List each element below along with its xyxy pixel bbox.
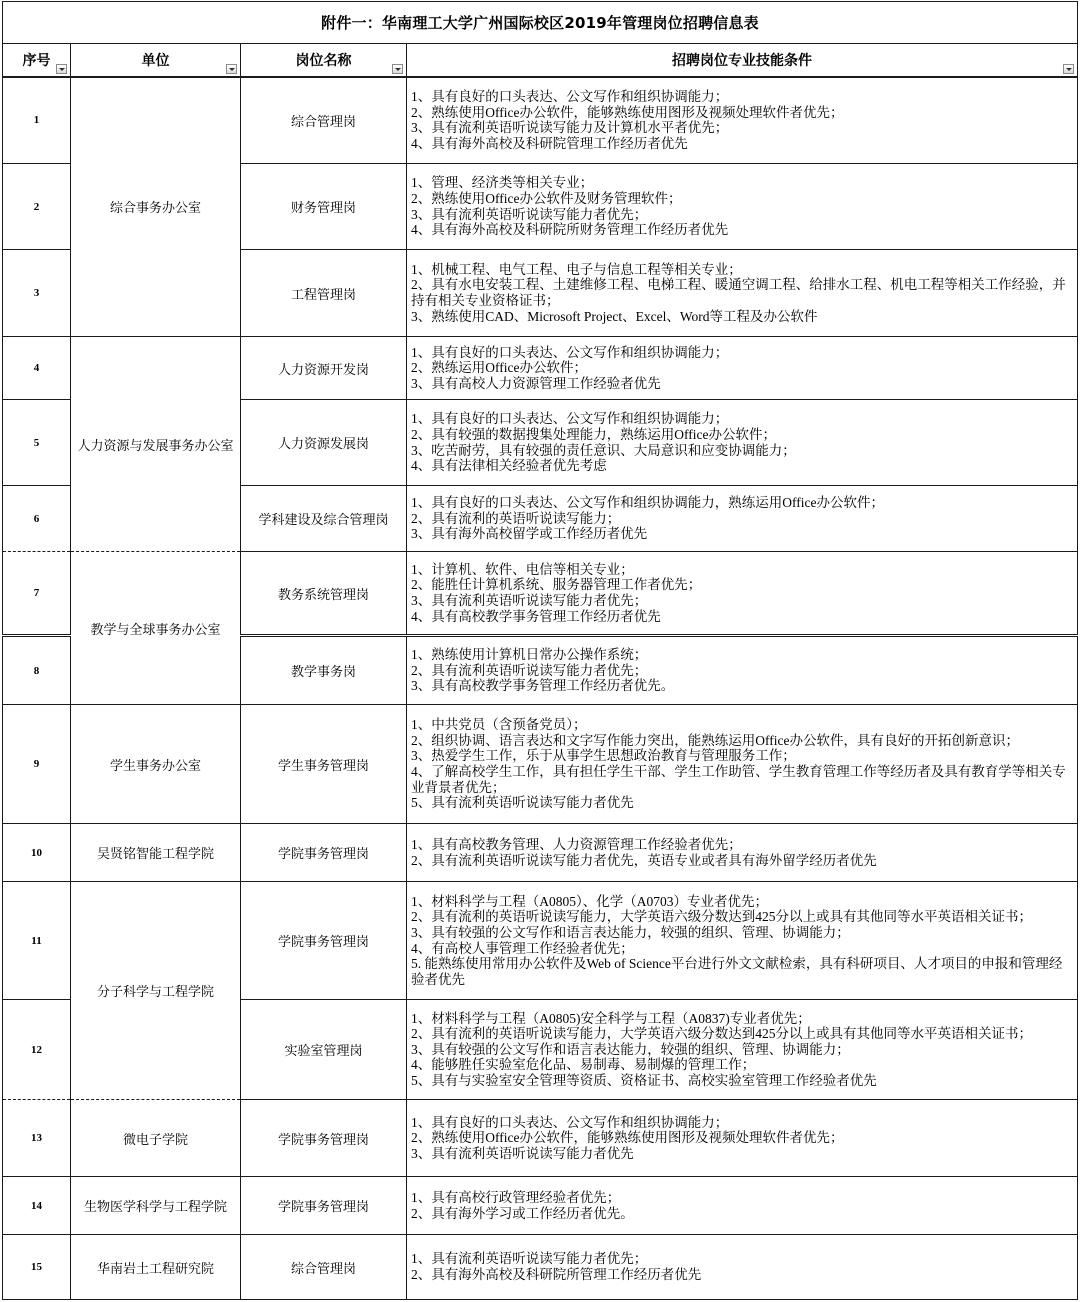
row-number-cell: 7	[3, 552, 71, 636]
conditions-cell: 1、具有良好的口头表达、公文写作和组织协调能力； 2、熟练使用Office办公软件，能够熟练使用图形及视频处理软件者优先； 3、具有流利英语听说读写能力及计算机水平者优先； 4、具有海外高校及科研院管理工作经历者优先	[407, 77, 1078, 164]
header-conditions	[407, 44, 1078, 77]
chevron-down-icon	[1066, 68, 1072, 71]
recruitment-table	[2, 1, 1078, 1300]
table-row	[3, 882, 1078, 1000]
chevron-down-icon	[229, 68, 235, 71]
position-cell: 人力资源发展岗	[241, 400, 407, 486]
position-cell: 学院事务管理岗	[241, 1100, 407, 1177]
header-conditions-label: 招聘岗位专业技能条件	[672, 52, 812, 69]
filter-dropdown-button-conditions[interactable]	[1063, 64, 1074, 74]
row-number-cell: 9	[3, 705, 71, 824]
filter-dropdown-button-position[interactable]	[392, 64, 403, 74]
table-row	[3, 552, 1078, 636]
position-cell: 综合管理岗	[241, 77, 407, 164]
table-row	[3, 1235, 1078, 1300]
filter-dropdown-button-unit[interactable]	[226, 64, 237, 74]
table-title: 附件一：华南理工大学广州国际校区2019年管理岗位招聘信息表	[3, 2, 1078, 44]
row-number-cell: 8	[3, 636, 71, 705]
row-number-cell: 3	[3, 250, 71, 337]
row-number-cell: 10	[3, 824, 71, 882]
row-number-cell: 15	[3, 1235, 71, 1300]
row-number-cell: 1	[3, 77, 71, 164]
unit-cell: 华南岩土工程研究院	[71, 1235, 241, 1300]
table-row	[3, 337, 1078, 400]
position-cell: 学生事务管理岗	[241, 705, 407, 824]
conditions-cell: 1、具有高校教务管理、人力资源管理工作经验者优先； 2、具有流利英语听说读写能力者优先，英语专业或者具有海外留学经历者优先	[407, 824, 1078, 882]
row-number-cell: 2	[3, 164, 71, 250]
conditions-cell: 1、具有良好的口头表达、公文写作和组织协调能力，熟练运用Office办公软件； 2、具有流利的英语听说读写能力； 3、具有海外高校留学或工作经历者优先	[407, 486, 1078, 552]
conditions-cell: 1、具有流利英语听说读写能力者优先； 2、具有海外高校及科研院所管理工作经历者优先	[407, 1235, 1078, 1300]
filter-dropdown-button-no[interactable]	[56, 64, 67, 74]
chevron-down-icon	[395, 68, 401, 71]
position-cell: 实验室管理岗	[241, 1000, 407, 1100]
position-cell: 综合管理岗	[241, 1235, 407, 1300]
header-row	[3, 44, 1078, 77]
conditions-cell: 1、具有良好的口头表达、公文写作和组织协调能力； 2、熟练使用Office办公软件，能够熟练使用图形及视频处理软件者优先； 3、具有流利英语听说读写能力者优先	[407, 1100, 1078, 1177]
position-cell: 财务管理岗	[241, 164, 407, 250]
row-number-cell: 6	[3, 486, 71, 552]
conditions-cell: 1、具有高校行政管理经验者优先； 2、具有海外学习或工作经历者优先。	[407, 1177, 1078, 1235]
unit-cell: 人力资源与发展事务办公室	[71, 337, 241, 552]
row-number-cell: 13	[3, 1100, 71, 1177]
conditions-cell: 1、具有良好的口头表达、公文写作和组织协调能力； 2、熟练运用Office办公软件； 3、具有高校人力资源管理工作经验者优先	[407, 337, 1078, 400]
row-number-cell: 11	[3, 882, 71, 1000]
chevron-down-icon	[59, 68, 65, 71]
position-cell: 教学事务岗	[241, 636, 407, 705]
unit-cell: 微电子学院	[71, 1100, 241, 1177]
conditions-cell: 1、具有良好的口头表达、公文写作和组织协调能力； 2、具有较强的数据搜集处理能力，熟练运用Office办公软件； 3、吃苦耐劳，具有较强的责任意识、大局意识和应变协调能力； 4、具有法律相关经验者优先考虑	[407, 400, 1078, 486]
unit-cell: 教学与全球事务办公室	[71, 552, 241, 705]
conditions-cell: 1、管理、经济类等相关专业； 2、熟练使用Office办公软件及财务管理软件； 3、具有流利英语听说读写能力者优先； 4、具有海外高校及科研院所财务管理工作经历者优先	[407, 164, 1078, 250]
header-unit-label: 单位	[141, 52, 170, 69]
header-position	[241, 44, 407, 77]
unit-cell: 分子科学与工程学院	[71, 882, 241, 1100]
table-row	[3, 1100, 1078, 1177]
position-cell: 学院事务管理岗	[241, 824, 407, 882]
conditions-cell: 1、材料科学与工程（A0805)安全科学与工程（A0837)专业者优先； 2、具有流利的英语听说读写能力，大学英语六级分数达到425分以上或具有其他同等水平英语相关证书； 3、具有较强的公文写作和语言表达能力，较强的组织、管理、协调能力； 4、能够胜任实验室危化品、易制毒、易制爆的管理工作； 5、具有与实验室安全管理等资质、资格证书、高校实验室管理工作经验者优先	[407, 1000, 1078, 1100]
unit-cell: 综合事务办公室	[71, 77, 241, 337]
conditions-cell: 1、计算机、软件、电信等相关专业； 2、能胜任计算机系统、服务器管理工作者优先； 3、具有流利英语听说读写能力者优先； 4、具有高校教学事务管理工作经历者优先	[407, 552, 1078, 636]
table-row	[3, 705, 1078, 824]
title-row	[3, 2, 1078, 44]
row-number-cell: 14	[3, 1177, 71, 1235]
conditions-cell: 1、机械工程、电气工程、电子与信息工程等相关专业； 2、具有水电安装工程、土建维修工程、电梯工程、暖通空调工程、给排水工程、机电工程等相关工作经验，并持有相关专业资格证书； 3、熟练使用CAD、Microsoft Project、Excel、Word等工程及办公软件	[407, 250, 1078, 337]
table-row	[3, 824, 1078, 882]
position-cell: 学院事务管理岗	[241, 1177, 407, 1235]
position-cell: 学院事务管理岗	[241, 882, 407, 1000]
table-row	[3, 1177, 1078, 1235]
header-position-label: 岗位名称	[295, 52, 352, 69]
row-number-cell: 4	[3, 337, 71, 400]
position-cell: 工程管理岗	[241, 250, 407, 337]
conditions-cell: 1、熟练使用计算机日常办公操作系统； 2、具有流利英语听说读写能力者优先； 3、具有高校教学事务管理工作经历者优先。	[407, 636, 1078, 705]
unit-cell: 生物医学科学与工程学院	[71, 1177, 241, 1235]
conditions-cell: 1、中共党员（含预备党员）； 2、组织协调、语言表达和文字写作能力突出，能熟练运用Office办公软件，具有良好的开拓创新意识； 3、热爱学生工作，乐于从事学生思想政治教育与管理服务工作； 4、了解高校学生工作，具有担任学生干部、学生工作助管、学生教育管理工作等经历者及具有教育学等相关专业背景者优先； 5、具有流利英语听说读写能力者优先	[407, 705, 1078, 824]
header-unit	[71, 44, 241, 77]
header-no-label: 序号	[22, 52, 51, 69]
row-number-cell: 12	[3, 1000, 71, 1100]
unit-cell: 吴贤铭智能工程学院	[71, 824, 241, 882]
position-cell: 人力资源开发岗	[241, 337, 407, 400]
conditions-cell: 1、材料科学与工程（A0805）、化学（A0703）专业者优先； 2、具有流利的英语听说读写能力，大学英语六级分数达到425分以上或具有其他同等水平英语相关证书； 3、具有较强的公文写作和语言表达能力，较强的组织、管理、协调能力； 4、有高校人事管理工作经验者优先； 5. 能熟练使用常用办公软件及Web of Science平台进行外文文献检索，具有科研项目、人才项目的申报和管理经验者优先	[407, 882, 1078, 1000]
table-row	[3, 77, 1078, 164]
position-cell: 教务系统管理岗	[241, 552, 407, 636]
header-no	[3, 44, 71, 77]
unit-cell: 学生事务办公室	[71, 705, 241, 824]
position-cell: 学科建设及综合管理岗	[241, 486, 407, 552]
row-number-cell: 5	[3, 400, 71, 486]
